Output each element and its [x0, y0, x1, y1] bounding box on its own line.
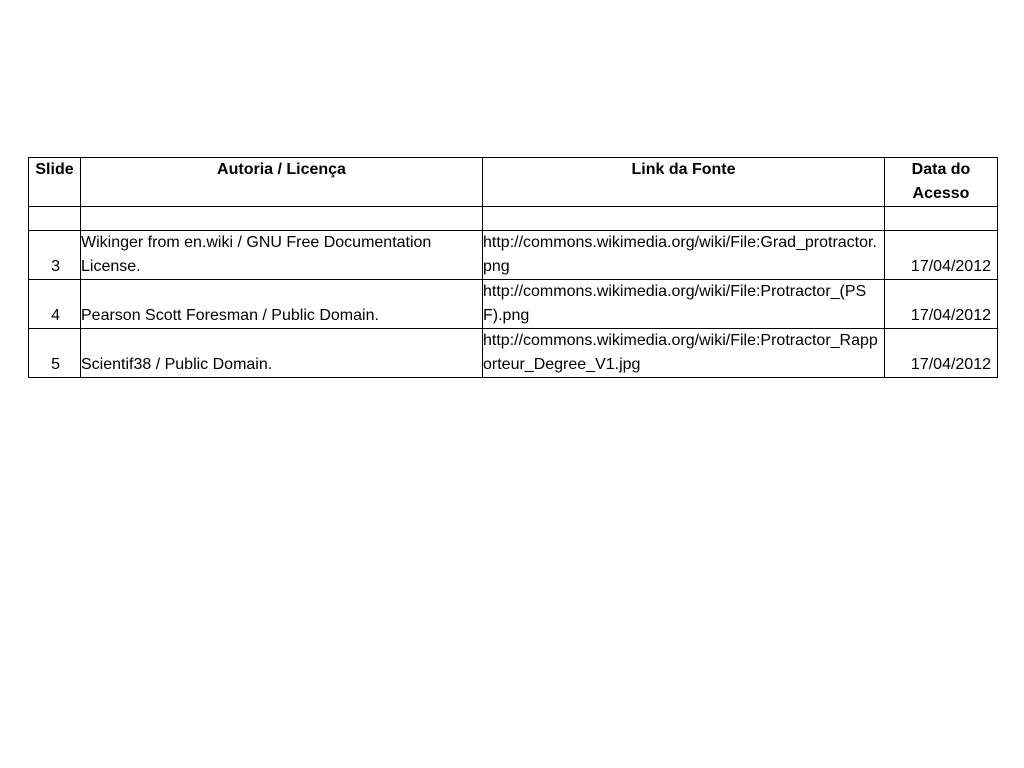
header-access-date-line1: Data do	[911, 161, 971, 178]
header-access-date	[885, 158, 998, 207]
source-link-cell[interactable]: http://commons.wikimedia.org/wiki/File:Protractor_(PSF).png	[483, 280, 885, 329]
author-license-cell: Pearson Scott Foresman / Public Domain.	[81, 280, 483, 329]
header-author-license: Autoria / Licença	[81, 158, 483, 207]
access-date-cell: 17/04/2012	[885, 329, 998, 378]
table-header-row	[29, 158, 998, 207]
header-source-link: Link da Fonte	[483, 158, 885, 207]
author-license-cell: Wikinger from en.wiki / GNU Free Documentation License.	[81, 231, 483, 280]
credits-table	[28, 157, 998, 378]
empty-cell	[29, 207, 81, 231]
empty-cell	[483, 207, 885, 231]
table-row	[29, 231, 998, 280]
access-date-cell: 17/04/2012	[885, 231, 998, 280]
access-date-cell: 17/04/2012	[885, 280, 998, 329]
empty-row	[29, 207, 998, 231]
header-access-date-line2: Acesso	[912, 185, 970, 202]
source-link-cell[interactable]: http://commons.wikimedia.org/wiki/File:Grad_protractor.png	[483, 231, 885, 280]
table-row	[29, 280, 998, 329]
author-license-cell: Scientif38 / Public Domain.	[81, 329, 483, 378]
empty-cell	[81, 207, 483, 231]
source-link-cell[interactable]: http://commons.wikimedia.org/wiki/File:Protractor_Rapporteur_Degree_V1.jpg	[483, 329, 885, 378]
table-row	[29, 329, 998, 378]
header-slide: Slide	[29, 158, 81, 207]
empty-cell	[885, 207, 998, 231]
slide-number-cell: 5	[29, 329, 81, 378]
slide-number-cell: 3	[29, 231, 81, 280]
slide-number-cell: 4	[29, 280, 81, 329]
